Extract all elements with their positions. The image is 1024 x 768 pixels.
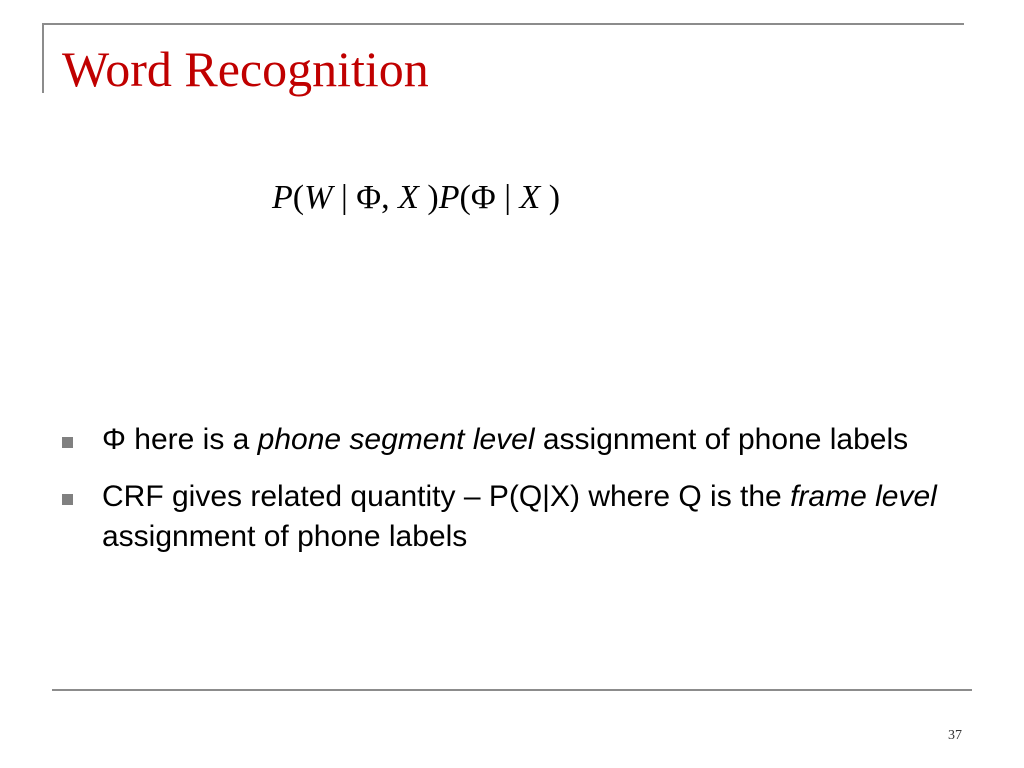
- bullet-text: assignment of phone labels: [102, 520, 468, 553]
- bullet-italic-text: frame level: [790, 480, 937, 513]
- equation-phi-1: Φ: [356, 179, 382, 216]
- footer-rule: [52, 689, 972, 691]
- equation-x1: X: [398, 179, 419, 216]
- top-frame-rule: [42, 23, 964, 25]
- slide-title: Word Recognition: [62, 41, 429, 97]
- equation-bar-1: |: [332, 179, 357, 216]
- bullet-list: [62, 420, 962, 574]
- equation-close-paren-2: ): [540, 179, 561, 216]
- square-bullet-icon: [62, 437, 73, 448]
- equation-p2: P: [438, 179, 460, 216]
- bullet-text: Φ here is a: [102, 423, 258, 456]
- bullet-italic-text: phone segment level: [257, 423, 535, 456]
- equation-bar-2: |: [495, 179, 520, 216]
- equation-close-paren-1: ): [418, 179, 439, 216]
- equation-comma: ,: [381, 179, 399, 216]
- page-number: 37: [948, 728, 962, 743]
- equation-open-paren-2: (: [459, 179, 471, 216]
- equation-p1: P: [272, 179, 293, 216]
- bullet-text: assignment of phone labels: [534, 423, 909, 456]
- equation-w: W: [304, 179, 333, 216]
- left-frame-rule: [42, 23, 44, 93]
- equation: [272, 178, 560, 219]
- bullet-item: [62, 477, 962, 557]
- bullet-text: CRF gives related quantity – P(Q|X) where Q is the: [102, 480, 791, 513]
- equation-phi-2: Φ: [470, 179, 496, 216]
- square-bullet-icon: [62, 494, 73, 505]
- equation-x2: X: [519, 179, 541, 216]
- equation-open-paren-1: (: [292, 179, 305, 216]
- bullet-item: [62, 420, 962, 460]
